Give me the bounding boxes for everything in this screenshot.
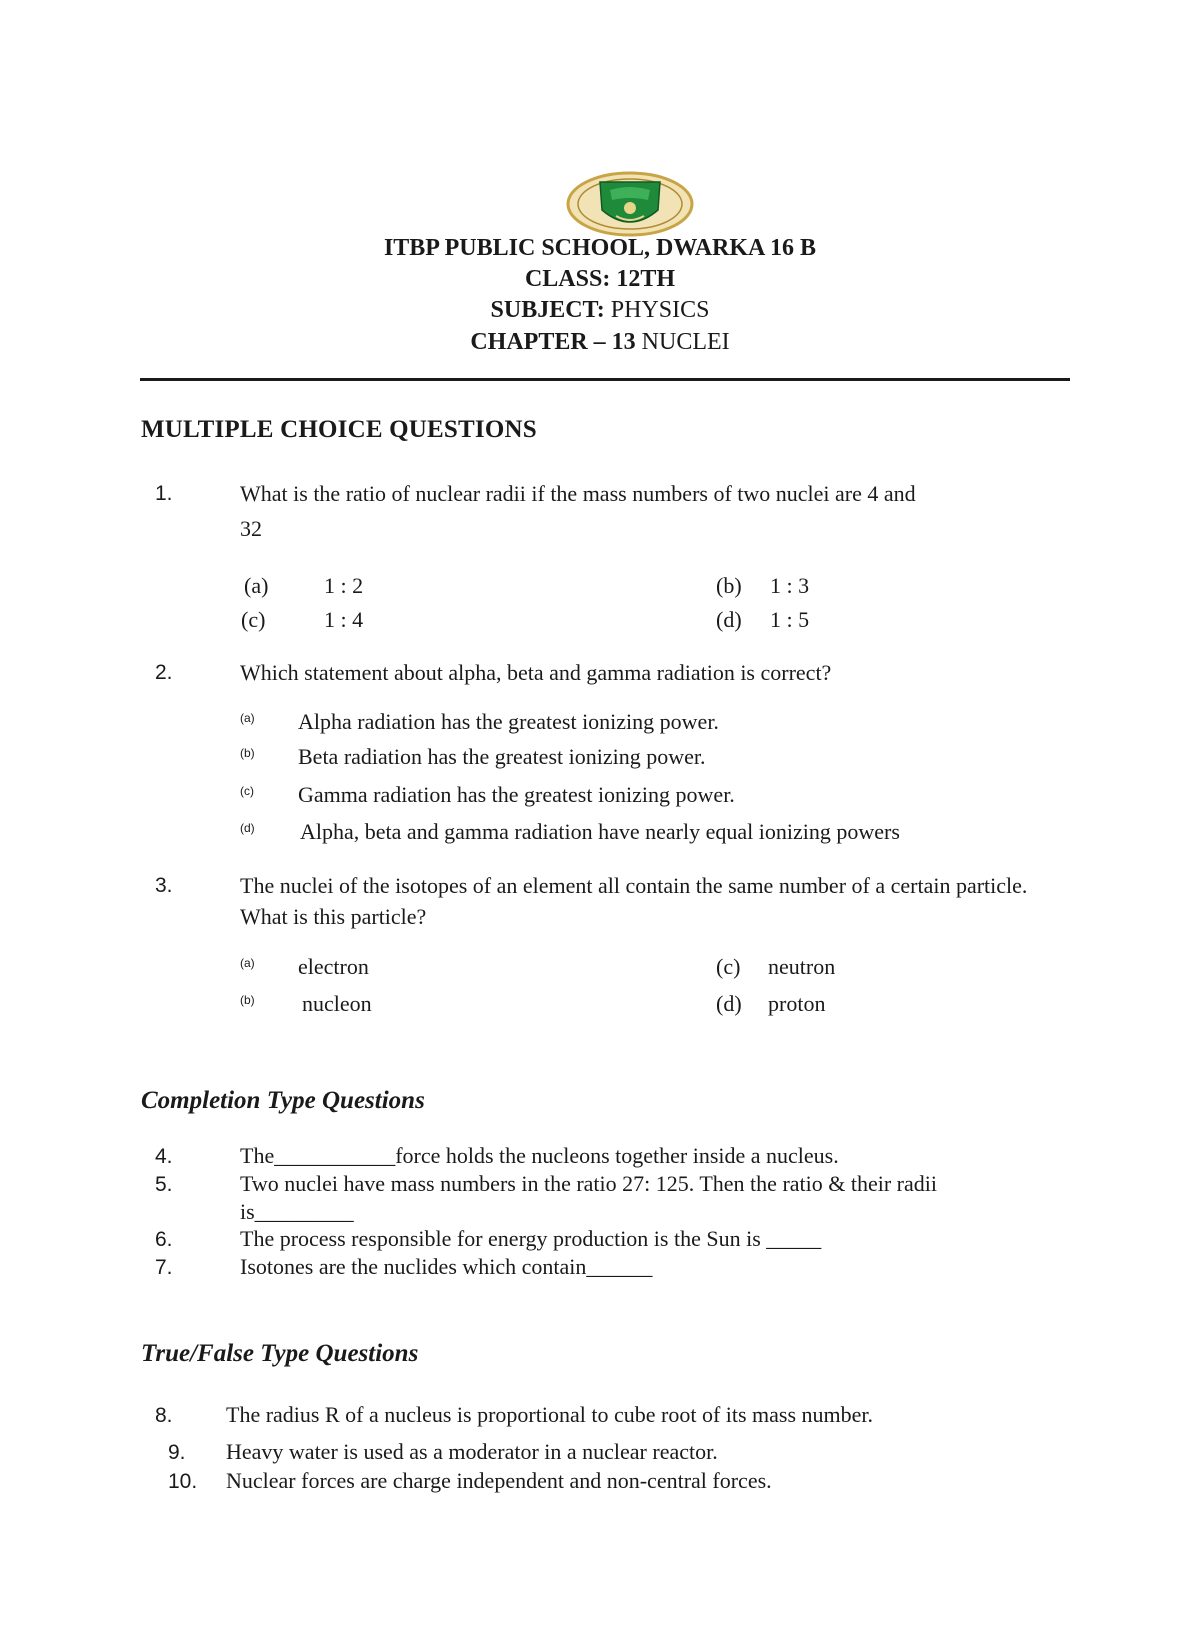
option-letter: (b) (240, 993, 255, 1007)
option-letter: (d) (716, 607, 742, 632)
question-number: 9. (168, 1441, 186, 1464)
option-text: 1 : 2 (324, 573, 364, 598)
question-text: The process responsible for energy production is the Sun is _____ (240, 1226, 822, 1251)
option-letter: (a) (240, 956, 255, 970)
question-number: 10. (168, 1470, 198, 1493)
option-letter: (d) (240, 821, 255, 835)
chapter-line: CHAPTER – 13 NUCLEI (470, 329, 730, 355)
option-text: Alpha radiation has the greatest ionizing power. (298, 709, 719, 734)
question-number: 2. (155, 661, 173, 684)
question-number: 7. (155, 1256, 173, 1279)
option-text: 1 : 5 (770, 607, 810, 632)
question-text: Heavy water is used as a moderator in a nuclear reactor. (226, 1439, 718, 1464)
completion-section-title: Completion Type Questions (141, 1087, 425, 1114)
question-number: 4. (155, 1145, 173, 1168)
question-text: Nuclear forces are charge independent and non-central forces. (226, 1468, 772, 1493)
question-text: Isotones are the nuclides which contain______ (240, 1254, 653, 1279)
mcq-section-title: MULTIPLE CHOICE QUESTIONS (141, 416, 537, 443)
question-text: Two nuclei have mass numbers in the ratio 27: 125. Then the ratio & their radii (240, 1171, 937, 1196)
truefalse-section-title: True/False Type Questions (141, 1340, 419, 1367)
option-letter: (b) (716, 573, 742, 598)
question-number: 8. (155, 1404, 173, 1427)
option-text: proton (768, 991, 826, 1016)
school-name: ITBP PUBLIC SCHOOL, DWARKA 16 B (383, 235, 817, 261)
question-text-cont: 32 (240, 516, 262, 541)
option-letter: (d) (716, 991, 742, 1016)
option-text: Alpha, beta and gamma radiation have nearly equal ionizing powers (300, 819, 900, 844)
question-text-cont: is_________ (240, 1199, 354, 1224)
question-text: The nuclei of the isotopes of an element all contain the same number of a certain particle. (240, 873, 1028, 898)
school-emblem-logo (566, 170, 694, 238)
question-text: The___________force holds the nucleons together inside a nucleus. (240, 1143, 839, 1168)
header-divider (140, 378, 1070, 381)
question-text-cont: What is this particle? (240, 904, 427, 929)
question-number: 6. (155, 1228, 173, 1251)
option-letter: (a) (244, 573, 269, 598)
option-text: Gamma radiation has the greatest ionizing power. (298, 782, 735, 807)
option-text: neutron (768, 954, 836, 979)
option-letter: (b) (240, 746, 255, 760)
question-text: The radius R of a nucleus is proportional to cube root of its mass number. (226, 1402, 874, 1427)
option-text: 1 : 3 (770, 573, 810, 598)
subject-line: SUBJECT: PHYSICS (490, 297, 710, 323)
option-text: nucleon (302, 991, 372, 1016)
option-letter: (a) (240, 711, 255, 725)
question-number: 1. (155, 482, 173, 505)
option-letter: (c) (241, 607, 266, 632)
option-text: Beta radiation has the greatest ionizing power. (298, 744, 706, 769)
option-letter: (c) (240, 784, 254, 798)
option-letter: (c) (716, 954, 741, 979)
question-text: What is the ratio of nuclear radii if the mass numbers of two nuclei are 4 and (240, 481, 916, 506)
question-number: 5. (155, 1173, 173, 1196)
option-text: electron (298, 954, 369, 979)
question-text: Which statement about alpha, beta and gamma radiation is correct? (240, 660, 832, 685)
option-text: 1 : 4 (324, 607, 364, 632)
class-line: CLASS: 12TH (524, 266, 676, 292)
question-number: 3. (155, 874, 173, 897)
